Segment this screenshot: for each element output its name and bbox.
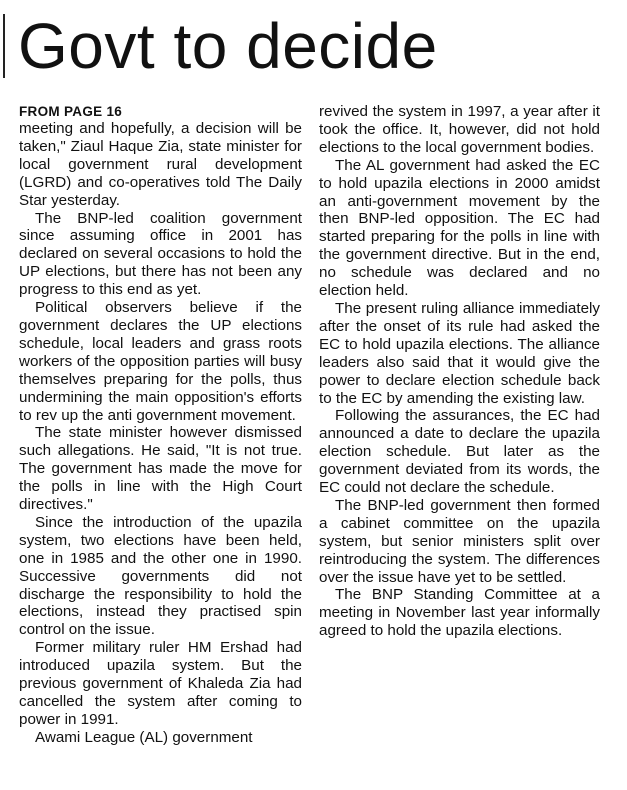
column-rule: [3, 14, 5, 78]
article-column-left: [19, 103, 302, 747]
paragraph: Political observers believe if the government declares the UP elections schedule, local leaders and grass roots workers of the opposition parties will busy themselves preparing for the polls, thus undermining the main opposition's efforts to rev up the anti government movement.: [19, 299, 302, 424]
paragraph: The BNP Standing Committee at a meeting in November last year informally agreed to hold the upazila elections.: [319, 586, 600, 640]
continuation-kicker: FROM PAGE 16: [19, 104, 123, 119]
paragraph: The present ruling alliance immediately after the onset of its rule had asked the EC to hold upazila elections. The alliance leaders also said that it would give the power to declare election schedule back to the EC by amending the existing law.: [319, 299, 600, 407]
paragraph: Since the introduction of the upazila system, two elections have been held, one in 1985 and the other one in 1990. Successive governments did not discharge the responsibility to hold the elections, instead they practised spin control on the issue.: [19, 513, 302, 639]
paragraph: Following the assurances, the EC had announced a date to declare the upazila election schedule. But later as the government deviated from its words, the EC could not declare the schedule.: [319, 407, 600, 497]
headline: Govt to decide: [18, 10, 438, 82]
paragraph: meeting and hopefully, a decision will be taken," Ziaul Haque Zia, state minister for local government rural development (LGRD) and co-operatives told The Daily Star yesterday.: [19, 120, 302, 209]
paragraph: The AL government had asked the EC to hold upazila elections in 2000 amidst an anti-government movement by the then BNP-led opposition. The EC had started preparing for the polls in line with the government directive. But in the end, no schedule was declared and no election held.: [319, 156, 600, 300]
paragraph: The BNP-led government then formed a cabinet committee on the upazila system, but senior ministers split over reintroducing the system. The differences over the issue have yet to be settled.: [319, 496, 600, 586]
paragraph: Former military ruler HM Ershad had introduced upazila system. But the previous government of Khaleda Zia had cancelled the system after coming to power in 1991.: [19, 639, 302, 728]
paragraph: The BNP-led coalition government since assuming office in 2001 has declared on several occasions to hold the UP elections, but there has not been any progress to this end as yet.: [19, 209, 302, 299]
paragraph: The state minister however dismissed such allegations. He said, "It is not true. The government has made the move for the polls in line with the High Court directives.": [19, 424, 302, 514]
article-column-right: [319, 103, 600, 640]
paragraph: Awami League (AL) government: [35, 728, 253, 746]
paragraph: revived the system in 1997, a year after it took the office. It, however, did not hold elections to the local government bodies.: [319, 103, 600, 156]
